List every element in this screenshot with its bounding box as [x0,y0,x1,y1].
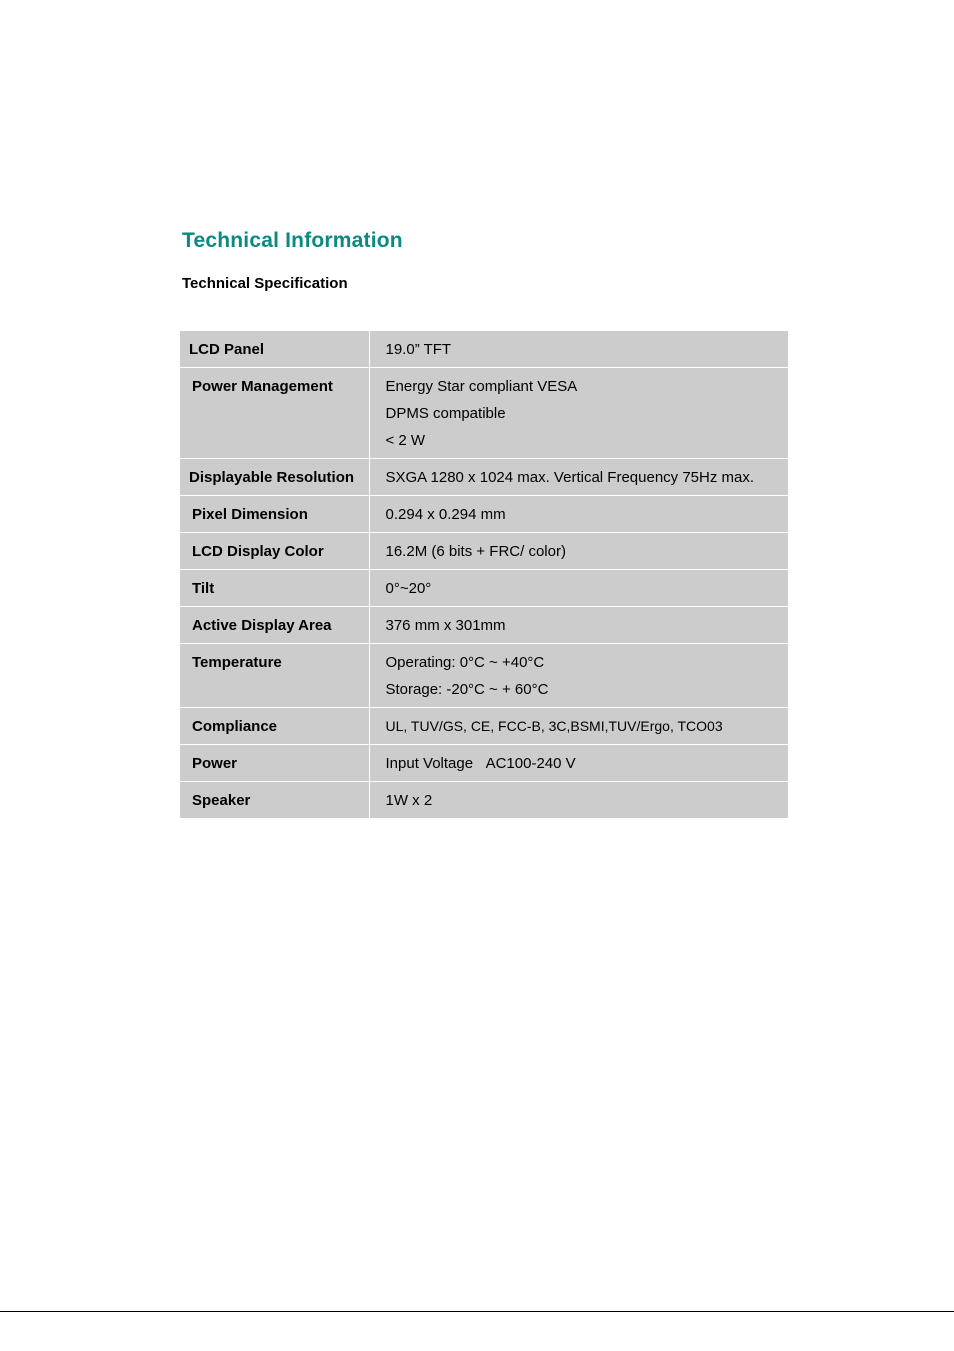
row-label: LCD Display Color [180,533,369,570]
table-row [180,368,788,459]
row-value: Operating: 0°C ~ +40°C Storage: -20°C ~ + 60°C [369,644,788,708]
row-label: Power Management [180,368,369,459]
row-label: Speaker [180,782,369,819]
row-value: 0°~20° [369,570,788,607]
row-label: Temperature [180,644,369,708]
table-row [180,496,788,533]
row-label: Tilt [180,570,369,607]
table-row [180,745,788,782]
table-row [180,459,788,496]
spec-table [180,331,788,819]
table-row [180,708,788,745]
row-value: UL, TUV/GS, CE, FCC-B, 3C,BSMI,TUV/Ergo, TCO03 [369,708,788,745]
footer-divider [0,1311,954,1312]
row-value: 376 mm x 301mm [369,607,788,644]
table-row [180,644,788,708]
section-subtitle: Technical Specification [182,275,348,292]
row-label: Pixel Dimension [180,496,369,533]
row-label: Active Display Area [180,607,369,644]
table-row [180,570,788,607]
row-label: Displayable Resolution [180,459,369,496]
table-row [180,533,788,570]
row-value: 19.0” TFT [369,331,788,368]
row-label: LCD Panel [180,331,369,368]
row-value: 0.294 x 0.294 mm [369,496,788,533]
row-value: 16.2M (6 bits + FRC/ color) [369,533,788,570]
page-title: Technical Information [182,229,403,252]
row-value: 1W x 2 [369,782,788,819]
row-label: Power [180,745,369,782]
table-row [180,782,788,819]
row-label: Compliance [180,708,369,745]
row-value: Input Voltage AC100-240 V [369,745,788,782]
row-value: SXGA 1280 x 1024 max. Vertical Frequency 75Hz max. [369,459,788,496]
table-row [180,331,788,368]
table-row [180,607,788,644]
spec-table-body [180,331,788,819]
row-value: Energy Star compliant VESA DPMS compatible < 2 W [369,368,788,459]
